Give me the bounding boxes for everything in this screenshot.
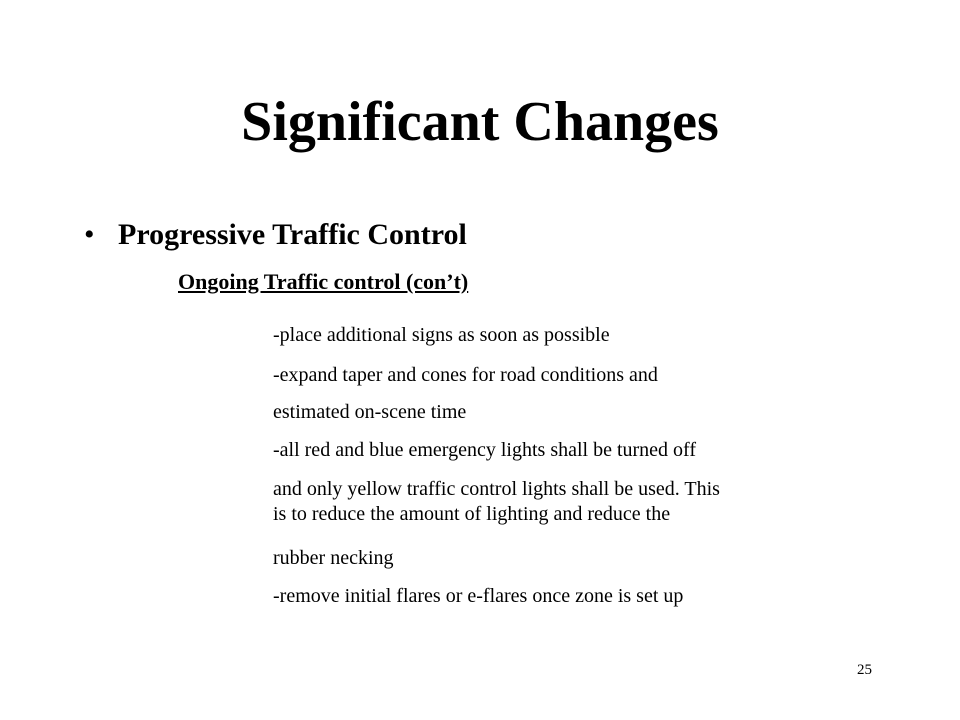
- body-line: rubber necking: [273, 547, 394, 569]
- slide-title: Significant Changes: [241, 91, 719, 153]
- body-line: -all red and blue emergency lights shall be turned off: [273, 439, 697, 461]
- body-line: is to reduce the amount of lighting and reduce the: [273, 503, 671, 525]
- bullet-text: Progressive Traffic Control: [118, 218, 467, 251]
- page-number: 25: [857, 662, 872, 678]
- bullet-item: [84, 218, 467, 251]
- body-line: -remove initial flares or e-flares once zone is set up: [273, 585, 684, 607]
- body-line: estimated on-scene time: [273, 401, 467, 423]
- body-line: -expand taper and cones for road conditions and: [273, 364, 658, 386]
- body-line: and only yellow traffic control lights shall be used. This: [273, 478, 720, 500]
- bullet-dot-icon: •: [84, 218, 95, 251]
- body-line: -place additional signs as soon as possible: [273, 324, 610, 346]
- subheading: Ongoing Traffic control (con’t): [178, 269, 469, 294]
